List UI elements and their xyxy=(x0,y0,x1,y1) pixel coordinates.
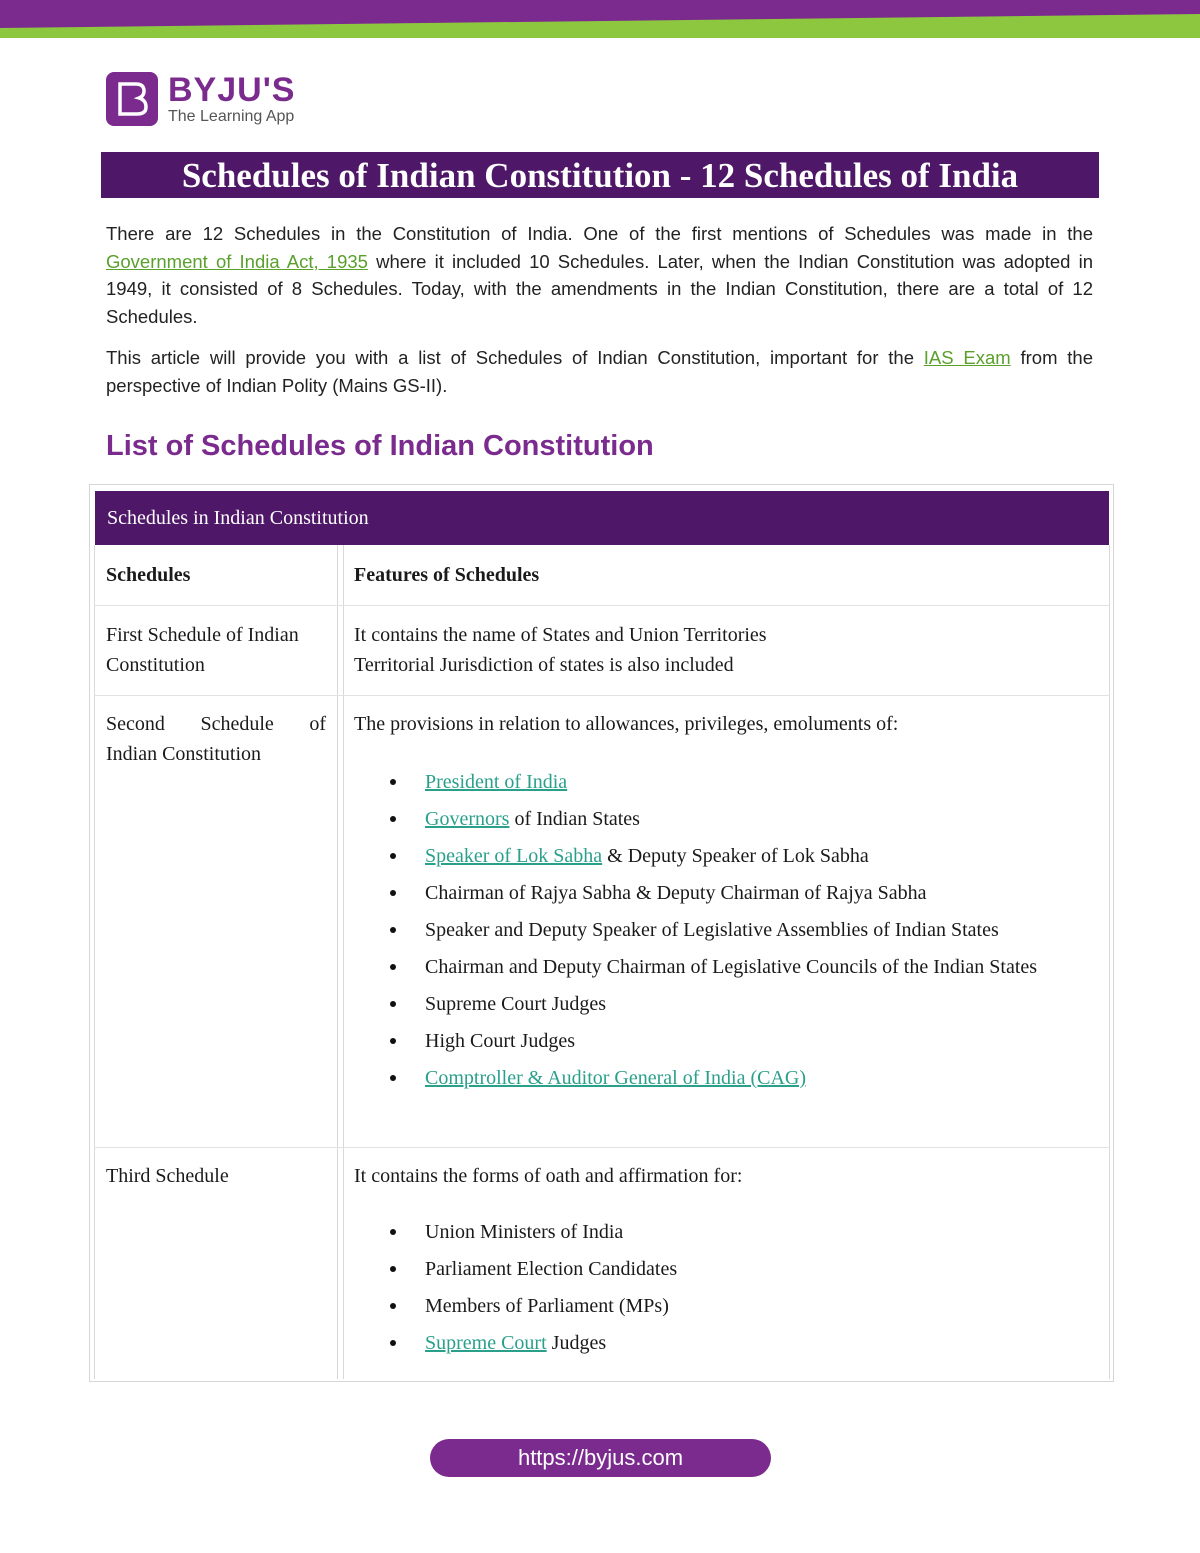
logo-tagline: The Learning App xyxy=(168,108,295,125)
footer-url[interactable]: https://byjus.com xyxy=(430,1439,771,1477)
intro-paragraph-1 xyxy=(106,220,1093,330)
header-band xyxy=(0,0,1200,42)
list-item xyxy=(354,1026,1099,1056)
list-item-text: Judges xyxy=(546,1332,607,1354)
intro-text: where it included 10 Schedules. Later, when the Indian Constitution was adopted in 1949, it consisted of 8 Schedules. Today, with the amendments in the Indian Constitution, there are a total of 12 Schedules. xyxy=(106,250,1094,327)
list-item xyxy=(354,878,1099,908)
table-divider xyxy=(343,545,344,1379)
list-item-text: High Court Judges xyxy=(425,1030,575,1052)
list-item-text: Speaker and Deputy Speaker of Legislative Assemblies of Indian States xyxy=(425,919,999,941)
second-feature-intro: The provisions in relation to allowances, privileges, emoluments of: xyxy=(354,713,899,735)
table-divider xyxy=(1109,545,1110,1379)
list-item-text: & Deputy Speaker of Lok Sabha xyxy=(602,845,869,867)
first-feature-line-1: It contains the name of States and Union Territories xyxy=(354,624,767,646)
table-divider xyxy=(94,605,1110,606)
list-item xyxy=(354,915,1099,945)
second-link[interactable]: Speaker of Lok Sabha xyxy=(425,845,603,867)
list-item xyxy=(354,767,1099,797)
table-row-third-name: Third Schedule xyxy=(106,1165,229,1187)
list-item xyxy=(354,1254,1099,1284)
third-schedule-list xyxy=(354,1217,1099,1365)
list-item-text: Supreme Court Judges xyxy=(425,993,607,1015)
section-heading: List of Schedules of Indian Constitution xyxy=(106,430,654,462)
logo-mark-icon xyxy=(106,72,158,126)
second-link[interactable]: Comptroller & Auditor General of India (CAG) xyxy=(425,1067,807,1089)
table-row-second-name-cont: Indian Constitution xyxy=(106,743,261,765)
table-divider xyxy=(337,545,338,1379)
intro-text: This article will provide you with a list of Schedules of Indian Constitution, important for the xyxy=(106,347,924,368)
list-item xyxy=(354,804,1099,834)
intro-text: from the perspective of Indian Polity (Mains GS-II). xyxy=(106,347,1093,396)
byjus-logo xyxy=(106,70,316,130)
intro-text: There are 12 Schedules in the Constitution of India. One of the first mentions of Schedules was made in the xyxy=(106,223,1093,244)
column-header-features: Features of Schedules xyxy=(354,564,540,586)
table-row-second-name: Second Schedule of xyxy=(106,713,326,735)
first-feature-line-2: Territorial Jurisdiction of states is also included xyxy=(354,654,734,676)
table-row-first-name: First Schedule of Indian Constitution xyxy=(106,624,299,676)
list-item xyxy=(354,841,1099,871)
list-item-text: Chairman of Rajya Sabha & Deputy Chairman of Rajya Sabha xyxy=(425,882,927,904)
govt-india-act-link[interactable]: Government of India Act, 1935 xyxy=(106,250,368,272)
column-header-schedules: Schedules xyxy=(106,564,191,586)
list-item xyxy=(354,1217,1099,1247)
list-item xyxy=(354,1291,1099,1321)
table-divider xyxy=(94,1147,1110,1148)
third-feature-intro: It contains the forms of oath and affirmation for: xyxy=(354,1165,743,1187)
list-item-text: Union Ministers of India xyxy=(425,1221,624,1243)
schedules-table xyxy=(89,484,1114,1382)
list-item xyxy=(354,952,1099,982)
third-link[interactable]: Supreme Court xyxy=(425,1332,547,1354)
intro-paragraph-2 xyxy=(106,344,1093,399)
ias-exam-link[interactable]: IAS Exam xyxy=(923,347,1011,368)
list-item xyxy=(354,989,1099,1019)
list-item-text: Chairman and Deputy Chairman of Legislative Councils of the Indian States xyxy=(425,956,1038,978)
table-divider xyxy=(94,695,1110,696)
list-item-text: Members of Parliament (MPs) xyxy=(425,1295,669,1317)
list-item-text: of Indian States xyxy=(509,808,640,830)
second-schedule-list xyxy=(354,767,1099,1100)
second-link[interactable]: Governors xyxy=(425,808,510,830)
list-item-text: Parliament Election Candidates xyxy=(425,1258,678,1280)
page-title: Schedules of Indian Constitution - 12 Schedules of India xyxy=(101,152,1099,198)
table-divider xyxy=(94,545,95,1379)
logo-wordmark: BYJU'S xyxy=(168,71,296,109)
second-link[interactable]: President of India xyxy=(425,771,568,793)
list-item xyxy=(354,1328,1099,1358)
list-item xyxy=(354,1063,1099,1093)
table-caption: Schedules in Indian Constitution xyxy=(95,491,1109,545)
